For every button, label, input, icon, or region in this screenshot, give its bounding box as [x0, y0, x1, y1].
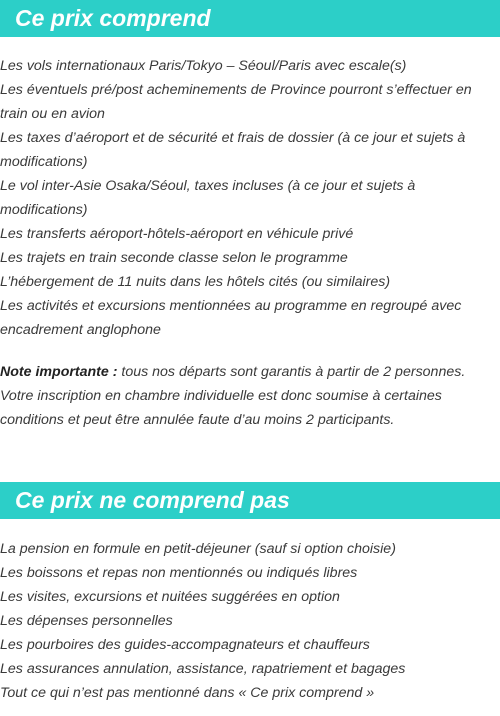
- list-item: Les dépenses personnelles: [0, 613, 173, 629]
- list-item: Les activités et excursions mentionnées au programme en regroupé avec encadrement anglophone: [0, 298, 462, 338]
- list-item: Les assurances annulation, assistance, rapatriement et bagages: [0, 661, 406, 677]
- list-item: La pension en formule en petit-déjeuner (sauf si option choisie): [0, 541, 396, 557]
- important-note-label: Note importante :: [0, 364, 118, 380]
- price-excludes-title: Ce prix ne comprend pas: [0, 482, 500, 519]
- list-item: Le vol inter-Asie Osaka/Séoul, taxes incluses (à ce jour et sujets à modifications): [0, 178, 416, 218]
- list-item: Tout ce qui n’est pas mentionné dans « Ce prix comprend »: [0, 685, 375, 701]
- important-note-text: tous nos départs sont garantis à partir de 2 personnes. Votre inscription en chambre individuelle est donc soumise à certaines conditions et peut être annulée faute d’au moins 2 participants.: [0, 364, 466, 428]
- price-includes-list: [0, 54, 500, 342]
- list-item: Les vols internationaux Paris/Tokyo – Séoul/Paris avec escale(s): [0, 58, 407, 74]
- list-item: Les trajets en train seconde classe selon le programme: [0, 250, 348, 266]
- list-item: Les visites, excursions et nuitées suggérées en option: [0, 589, 340, 605]
- list-item: Les transferts aéroport-hôtels-aéroport en véhicule privé: [0, 226, 354, 242]
- price-excludes-list: [0, 537, 500, 705]
- list-item: Les pourboires des guides-accompagnateurs et chauffeurs: [0, 637, 370, 653]
- price-excludes-section: [0, 482, 500, 705]
- list-item: Les taxes d’aéroport et de sécurité et frais de dossier (à ce jour et sujets à modifications): [0, 130, 466, 170]
- important-note: [0, 360, 500, 432]
- list-item: Les boissons et repas non mentionnés ou indiqués libres: [0, 565, 358, 581]
- price-includes-title: Ce prix comprend: [0, 0, 500, 37]
- list-item: Les éventuels pré/post acheminements de Province pourront s’effectuer en train ou en avion: [0, 82, 472, 122]
- list-item: L’hébergement de 11 nuits dans les hôtels cités (ou similaires): [0, 274, 391, 290]
